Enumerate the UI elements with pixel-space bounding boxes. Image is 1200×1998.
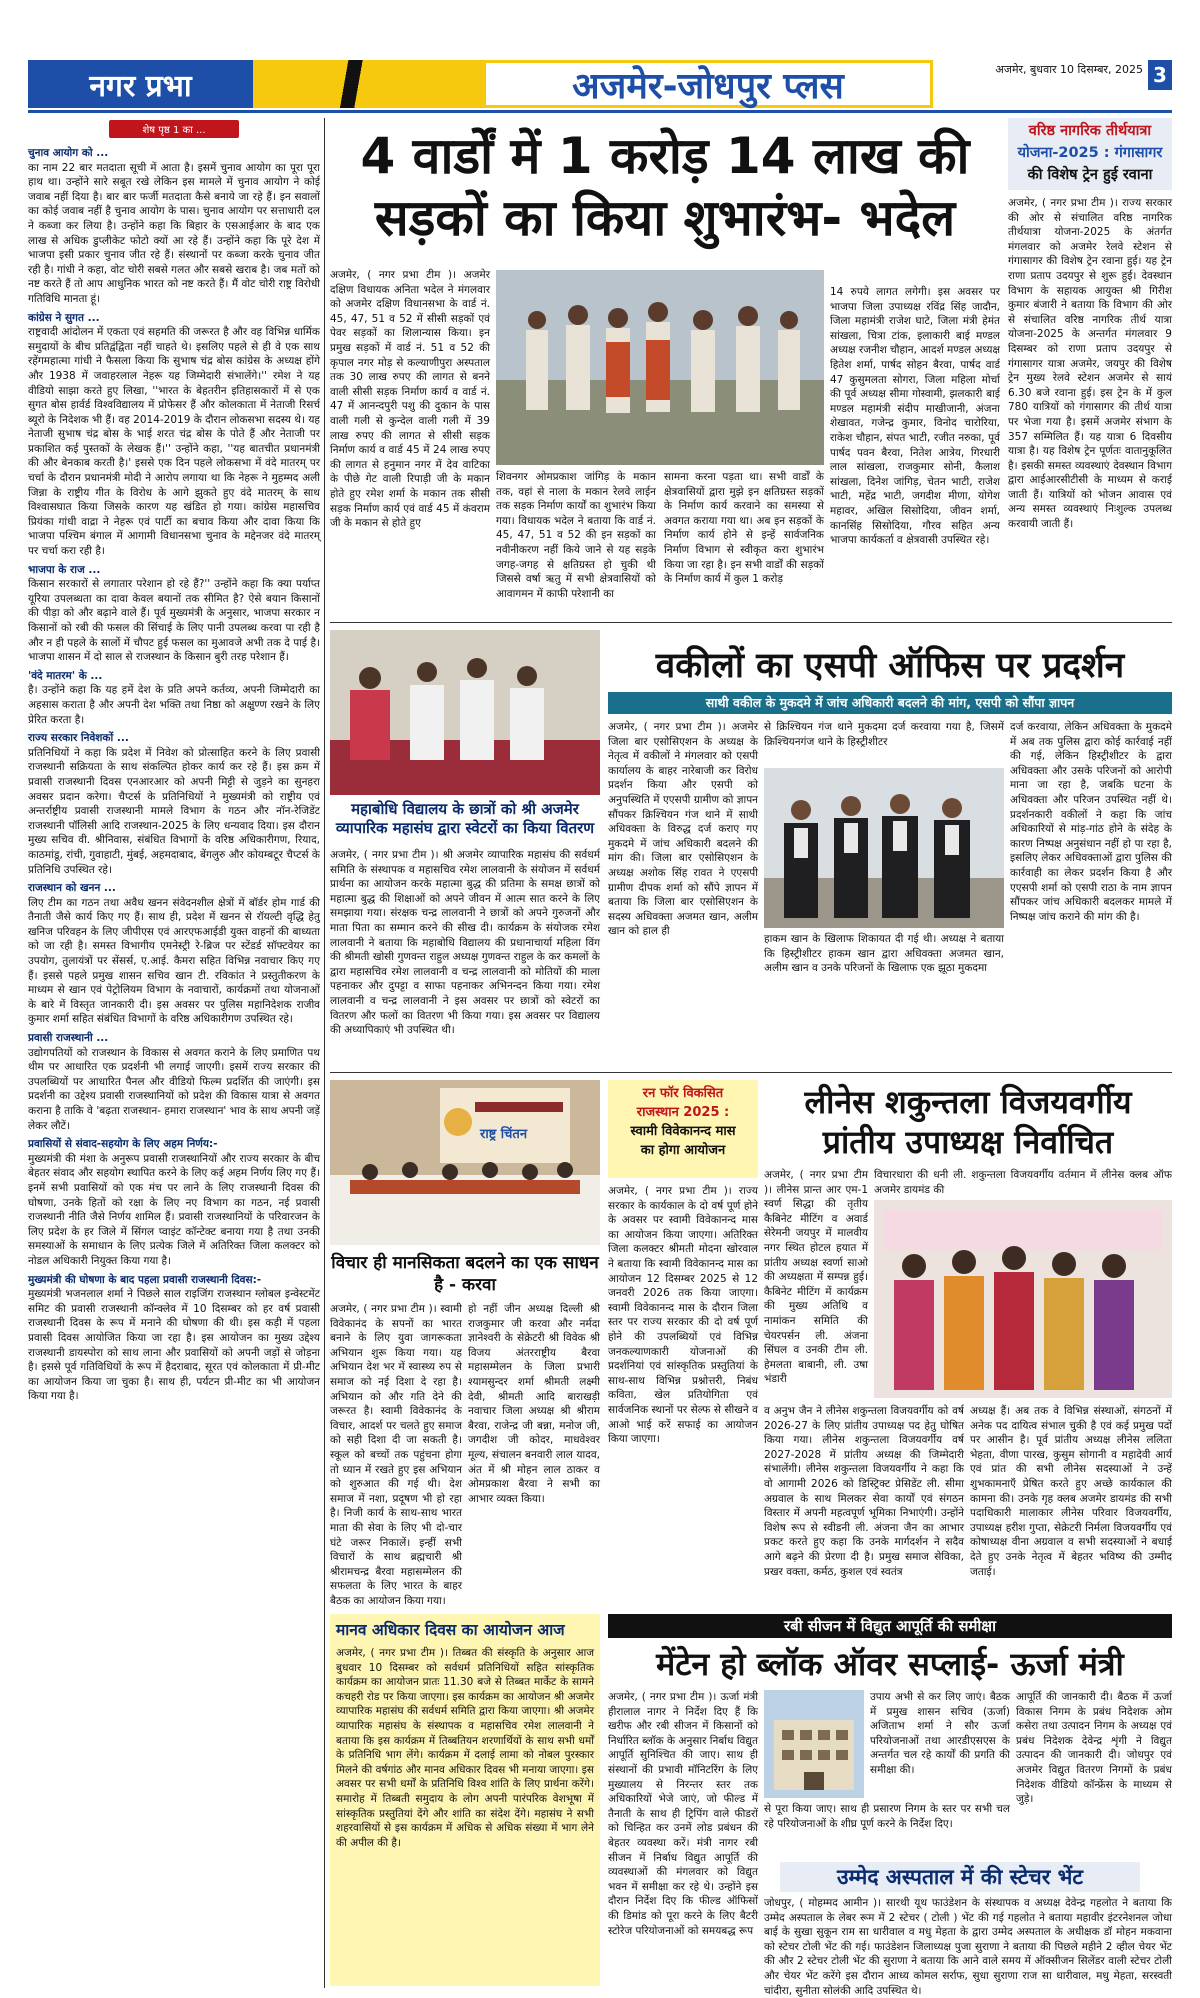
lions-photo — [874, 1200, 1172, 1398]
power-banner: रबी सीजन में विद्युत आपूर्ति की समीक्षा — [608, 1614, 1172, 1638]
lions-bottom-right: अध्यक्ष हैं। अब तक वे विभिन्न संस्थाओं, संगठनों में अनेक पद दायित्व संभाल चुकी है एवं कई प्रमुख पदों पर आसीन है। पूर्व प्रांतीय अध्यक्ष लीनेस ललिता भेहता, वीणा पारख, कुसुम सोगानी व महादेवी आर्य एवं प्रांत की सभी लीनेस सदस्याओं ने उन्हें शुभकामनाएँ प्रेषित करते हुए अच्छे कार्यकाल की कामना की। उनके गृह क्लब अजमेर डायमंड की सभी पदाधिकारी मालाकार लीनेस परिवार विजयवर्गीय, उपाध्यक्ष हरीश गुप्ता, सेक्रेटरी निर्मला विजयवर्गीय एवं कोषाध्यक्ष वीना अग्रवाल व सभी सदस्याओं ने बधाई देते हुए उनके नेतृत्व में बेहतर भविष्य की उम्मीद जताई। — [970, 1405, 1172, 1578]
run-headline-line3: स्वामी विवेकानन्द मास — [630, 1124, 736, 1139]
header-stripe — [253, 60, 483, 108]
continued-tag: शेष पृष्ठ 1 का ... — [109, 120, 239, 138]
continued-section-title: प्रवासी राजस्थानी ... — [28, 1032, 109, 1045]
column-divider — [324, 118, 325, 1988]
lions-headline-line2: प्रांतीय उपाध्यक्ष निर्वाचित — [822, 1123, 1114, 1161]
power-building-illustration — [764, 1690, 864, 1798]
karwa-caption: विचार ही मानसिकता बदलने का एक साधन है - करवा — [331, 1253, 599, 1295]
page-number: 3 — [1148, 60, 1172, 90]
section-rule — [330, 622, 1172, 623]
run-headline-line2: राजस्थान 2025 : — [636, 1105, 730, 1120]
pilgrimage-headline-line2: योजना-2025 : गंगासागर — [1017, 145, 1163, 161]
main-story-col3: सामना करना पड़ता था। सभी वार्डों के क्षेत्रवासियों द्वारा मुझे इन क्षतिग्रस्त सड़कों के निर्माण कार्य करवाने का समस्या से अवगत कराया गया था। अब इन सड़कों के निर्माण कार्य होने से इन्हें सार्वजनिक निर्माण विभाग से स्वीकृत करा शुभारंभ किया जा रहा है। इन सभी वार्डों की सड़कों के निर्माण कार्य में कुल 1 करोड़ — [664, 471, 824, 586]
hospital-body: जोधपुर, ( मोहम्मद आमीन )। सारथी यूथ फाउंडेशन के संस्थापक व अध्यक्ष देवेन्द्र गहलोत ने बताया कि उम्मेद अस्पताल के लेबर रूम में 2 स्टेचर ( टोली ) भेंट की गई गहलोत ने बताया महावीर इंटरनेशनल जोधा बाई के सुखा सुकून राम सा धारीवाल व मधु मेहता के द्वारा उम्मेद अस्पताल के अधीक्षक डॉ मोहन मकवाना को स्टेचर टोली भेंट की गई। फाउंडेशन जिलाध्यक्ष पुजा सुराणा ने बताया की पिछले महीने 2 व्हील चेयर भेंट की और 2 स्टेचर टोली भेंट की सुराणा ने बताया कि आने वाले समय में ऑक्सीजन सिलेंडर वाली स्टेचर टोली और चेयर भेंट करेंगे इस दौरान आध्य कोमल सर्राफ, सुधा सुराणा राज सा धारीवाल, मधु मेहता, सरस्वती चांदीरा, सुनीता सोलंकी आदि उपस्थित थे। — [764, 1897, 1172, 1997]
continued-section-body: मुख्यमंत्री की मंशा के अनुरूप प्रवासी राजस्थानियों और राज्य सरकार के बीच बेहतर संवाद और सहयोग स्थापित करने के लिए कई अहम निर्णय लिए गए हैं। इनमें सभी प्रवासियों को एक मंच पर लाने के लिए राजस्थानी दिवस की घोषणा, उनके हितों को रक्षा के लिए नए विभाग का गठन, नई प्रवासी राजस्थानी नीति जैसे निर्णय शामिल हैं। प्रवासी राजस्थानियों के परिवारजन के लिए प्रदेश के हर जिले में सिंगल प्वाइंट कॉन्टेक्ट बनाया गया है तथा उनकी समस्याओं के समाधान के लिए प्रत्येक जिले में अतिरिक्त जिला कलक्टर को नोडल अधिकारी नियुक्त किया गया है। — [28, 1152, 320, 1267]
continued-sections — [28, 146, 320, 1404]
continued-section-body: प्रतिनिधियों ने कहा कि प्रदेश में निवेश को प्रोत्साहित करने के लिए प्रवासी राजस्थानी सक्रियता के साथ संकल्पित होकर कार्य कर रहे हैं। इस क्रम में प्रवासी राजस्थानी दिवस एनआरआर को अपनी मिट्टी से जुड़ने का सुनहरा अवसर प्रदान करेगा। चैप्टर्स के प्रतिनिधियों ने मुख्यमंत्री को राष्ट्रीय एवं अन्तर्राष्ट्रीय प्रवासी राजस्थानी मामले विभाग के गठन और नॉन-रेजिडेंट राजस्थानी पॉलिसी आदि राजस्थान-2025 के लिए धन्यवाद दिया। इस दौरान मुख्य सचिव वी. श्रीनिवास, संबंधित विभागों के वरिष्ठ अधिकारीगण, रियाद, काठमांडू, रांची, गुवाहाटी, मुंबई, अहमदाबाद, बेंगलुरु और कोयम्बटूर चैप्टर्स के प्रतिनिधि उपस्थित रहे। — [28, 746, 320, 876]
protest-illustration — [764, 768, 1004, 928]
continued-section-title: कांग्रेस ने सुगत ... — [28, 311, 100, 324]
event-photo — [330, 1080, 600, 1245]
lawyers-photo — [764, 768, 1004, 928]
masthead — [28, 60, 1172, 108]
section-rule — [330, 1072, 1172, 1073]
continued-section-body: उद्योगपतियों को राजस्थान के विकास से अवगत कराने के लिए प्रमाणित पथ थीम पर आधारित एक प्रदर्शनी भी लगाई जाएगी। इसमें राज्य सरकार की उपलब्धियों पर आधारित पैनल और वीडियो फिल्म प्रदर्शित की जाएंगी। इस प्रदर्शनी का उद्देश्य प्रवासी राजस्थानियों को प्रदेश की विकास यात्रा से अवगत कराना है ताकि वे 'बढ़ता राजस्थान- हमारा राजस्थान' भाव के साथ अपनी जड़ें लेकर लौटें। — [28, 1046, 320, 1132]
main-headline-line2: सड़कों का किया शुभारंभ- भदेल — [374, 189, 956, 247]
lawyers-headline: वकीलों का एसपी ऑफिस पर प्रदर्शन — [655, 646, 1125, 686]
event-banner-title: राष्ट्र चिंतन — [480, 1127, 528, 1142]
continued-section-body: है। उन्होंने कहा कि यह हमें देश के प्रति अपने कर्तव्य, अपनी जिम्मेदारी का अहसास कराता है और अपनी देश भक्ति तथा निष्ठा को अक्षुण्ण रखने के लिए प्रेरित करता है। — [28, 684, 320, 726]
power-col3: आपूर्ति की जानकारी दी। बैठक में ऊर्जा विकास निगम के प्रबंध निदेशक ओम कसेरा तथा उत्पादन निगम के अध्यक्ष एवं प्रबंध निदेशक देवेन्द्र शृंगी ने विद्युत उत्पादन की जानकारी दी। जोधपुर एवं अजमेर विद्युत वितरण निगमों के प्रबंध निदेशक वीडियो कॉन्फ्रेंस के माध्यम से जुड़े। — [1016, 1691, 1172, 1806]
continued-section — [28, 311, 320, 559]
continued-section — [28, 669, 320, 727]
continued-section — [28, 146, 320, 307]
pilgrimage-body: अजमेर, ( नगर प्रभा टीम )। राज्य सरकार की ओर से संचालित वरिष्ठ नागरिक तीर्थयात्रा योजना-2025 के अंतर्गत मंगलवार को अजमेर रेलवे स्टेशन से गंगासागर की विशेष ट्रेन रवाना हुई। यह ट्रेन राणा प्रताप उदयपुर से शुरू हुई। देवस्थान विभाग के सहायक आयुक्त श्री गिरीश कुमार बंजारी ने बताया कि विभाग की ओर से संचालित वरिष्ठ नागरिक तीर्थ यात्रा योजना-2025 के अन्तर्गत मंगलवार 9 दिसम्बर को राणा प्रताप उदयपुर से गंगासागर यात्रा अजमेर, जयपुर की विशेष ट्रेन मुख्य रेलवे स्टेशन अजमेर से सायं 6.30 बजे रवाना हुई। इस ट्रेन के में कुल 780 यात्रियों को गंगासागर की तीर्थ यात्रा पर भेजा गया है। इसमें अजमेर संभाग के 357 सम्मिलित हैं। यह यात्रा 6 दिवसीय यात्रा है। यह विशेष ट्रेन पूर्णतः वातानुकूलित है। इसकी समस्त व्यवस्थाएं देवस्थान विभाग द्वारा आईआरसीटीसी के माध्यम से कराई जाती हैं। यात्रियों को भोजन आवास एवं अन्य समस्त व्यवस्थाएं निःशुल्क उपलब्ध करवायी जाती हैं। — [1008, 197, 1172, 531]
power-headline: मेंटेन हो ब्लॉक ऑवर सप्लाई- ऊर्जा मंत्री — [656, 1645, 1124, 1683]
pilgrimage-headline — [1008, 118, 1172, 190]
human-rights-headline: मानव अधिकार दिवस का आयोजन आज — [336, 1621, 565, 1639]
continued-section — [28, 731, 320, 877]
lawyers-col3: दर्ज करवाया, लेकिन अधिवक्ता के मुकदमे में अब तक पुलिस द्वारा कोई कार्रवाई नहीं की गई, लेकिन हिस्ट्रीशीटर के द्वारा अधिवक्ता और उसके परिजनों को आरोपी माना जा रहा है, जबकि घटना के अधिवक्ता और परिजन उपस्थित नहीं थे। प्रदर्शनकारी वकीलों ने कहा कि जांच अधिकारियों से मांड़-गांठ होने के संदेह के कारण निष्पक्ष अनुसंधान नहीं हो पा रहा है, इसलिए लेकर अधिवक्ताओं द्वारा पुलिस की कार्रवाही का लेकर प्रदर्शन किया है और एएसपी शर्मा को एसपी राठा के नाम ज्ञापन सौंपकर जांच अधिकारी बदलकर मामले में निष्पक्ष जांच कराने की मांग की है। — [1010, 721, 1172, 923]
group-photo-illustration — [496, 270, 824, 465]
continued-section-body: लिए टीम का गठन तथा अवैध खनन संवेदनशील क्षेत्रों में बॉर्डर होम गार्ड की तैनाती जैसे कार्य किए गए हैं। साथ ही, प्रदेश में खनन से रॉयल्टी वृद्धि हेतु खनिज परिवहन के लिए जीपीएस एवं आरएफआईडी युक्त वाहनों की बाध्यता को जा रही है। समस्त विभागीय एमनेस्ट्री रे-ब्रिज पर स्टेंडर्ड सॉफ्टवेयर का उपयोग, तुलायंत्रों पर सेंसर्स, ए.आई. कैमरा सहित विभिन्न नवाचार किए गए हैं। इससे पहले प्रमुख शासन सचिव खान टी. रविकांत ने प्रस्तुतीकरण के माध्यम से खान एवं पेट्रोलियम विभाग के नवाचारों, कार्यक्रमों तथा योजनाओं के बारे में विस्तृत जानकारी दी। इस अवसर पर पुलिस महानिदेशक राजीव कुमार शर्मा सहित संबंधित विभागों के वरिष्ठ अधिकारीगण उपस्थित रहे। — [28, 896, 320, 1026]
continued-section-body: किसान सरकारों से लगातार परेशान हो रहे हैं?'' उन्होंने कहा कि क्या पर्याप्त यूरिया उपलब्धता का दावा केवल बयानों तक सीमित है? ऐसे बयान किसानों की पीड़ा को और बढ़ाने वाले हैं। पूर्व मुख्यमंत्री के अनुसार, भाजपा सरकार न किसानों को रबी की फसल की सिंचाई के लिए पानी उपलब्ध करवा पा रही है और न ही पहले के सालों में चौपट हुई फसल का मुआवजे अभी तक दे पाई है। भाजपा शासन में दो साल से राजस्थान के किसान बुरी तरह परेशान हैं। — [28, 578, 320, 664]
power-col2: उपाय अभी से कर लिए जाएं। बैठक में प्रमुख शासन सचिव (ऊर्जा) अजिताभ शर्मा ने सौर ऊर्जा परियोजनाओं तथा आरडीएसएस के अन्तर्गत चल रहे कार्यों की प्रगति की समीक्षा की। — [870, 1691, 1010, 1776]
continued-section — [28, 563, 320, 665]
continued-section-title: प्रवासियों से संवाद-सहयोग के लिए अहम निर्णय:- — [28, 1138, 218, 1151]
continued-section — [28, 1137, 320, 1268]
lions-col2: विचारधारा की धनी ली. शकुन्तला विजयवर्गीय वर्तमान में लीनेस क्लब ऑफ अजमेर डायमंड की — [874, 1169, 1172, 1196]
edition-date: अजमेर, बुधवार 10 दिसम्बर, 2025 — [995, 63, 1143, 76]
main-headline-line1: 4 वार्डों में 1 करोड़ 14 लाख की — [360, 127, 970, 185]
pilgrimage-headline-line1: वरिष्ठ नागरिक तीर्थयात्रा — [1028, 123, 1152, 139]
pilgrimage-headline-line3: की विशेष ट्रेन हुई रवाना — [1027, 167, 1153, 183]
continued-section — [28, 1031, 320, 1133]
lions-headline — [764, 1082, 1172, 1162]
mahabodhi-photo — [330, 630, 600, 795]
power-photo — [764, 1690, 864, 1798]
karwa-body-left: अजमेर, ( नगर प्रभा टीम )। स्वामी विवेकानंद के सपनों का भारत बनाने के लिए युवा जागरूकता अभियान शुरू किया गया। यह अभियान देश भर में स्वास्थ्य रुप से समाज को नई दिशा दे रहा है। अभियान को और गति देने की जरूरत है। स्वामी विवेकानंद के विचार, आदर्श पर चलते हुए समाज को सही दिशा दी जा सकती है। स्कूल को बच्चों तक पहुंचना होगा तो ध्यान में रखते हुए इस अभियान को शुरुआत की गई थी। देश समाज में नशा, प्रदूषण भी हो रहा है। निजी कार्य के साथ-साथ भारत माता की सेवा के लिए भी दो-चार घंटे जरूर निकालें। इन्हीं सभी विचारों के साथ ब्रह्मचारी श्री श्रीरामचन्द्र बैरवा महासम्मेलन की सफलता के लिए भारत के बाहर बैठक का आयोजन किया गया। — [330, 1303, 462, 1607]
continued-section — [28, 881, 320, 1027]
stage-event-illustration — [330, 1080, 600, 1245]
lawyers-col2: से क्रिश्चियन गंज थाने मुकदमा दर्ज करवाया गया है, जिसमें क्रिश्चियनगंज थाने के हिस्ट्रीशीटर — [764, 721, 1004, 748]
lions-headline-line1: लीनेस शकुन्तला विजयवर्गीय — [804, 1083, 1132, 1121]
continued-section-body: का नाम 22 बार मतदाता सूची में आता है। इसमें चुनाव आयोग का पूरा पूरा हाथ था। उन्होंने सारे सबूत रखे लेकिन इस मामले में चुनाव आयोग ने कोई जवाब नहीं दिया है। बार बार फर्जी मतदाता कैसे बनाये जा रहे हैं। इन सवालों का कोई जवाब नहीं है चुनाव आयोग के पास। चुनाव आयोग पर सत्ताधारी दल ने कब्जा कर लिया है। उन्होंने कहा कि बिहार के एसआईआर के बाद एक लाख से अधिक डुप्लीकेट फोटो क्यों आ रहे हैं। उन्होंने कहा कि पूरे देश में भाजपा इसी प्रकार चुनाव जीत रहे हैं। संस्थानों पर कब्जा करके चुनाव जीत रही है। गांधी ने कहा, वोट चोरी सबसे गलत और सबसे खराब है। जब मतों को नष्ट करते हैं तो आप आधुनिक भारत को नष्ट करते हैं। मैं वोट चोरी राष्ट्र विरोधी गतिविधि मानता हूं। — [28, 161, 320, 305]
continued-section — [28, 1273, 320, 1404]
page-title: अजमेर-जोधपुर प्लस — [483, 60, 933, 108]
human-rights-box — [330, 1614, 600, 1986]
run-headline-line4: का होगा आयोजन — [640, 1143, 726, 1158]
continued-section-title: 'वंदे मातरम' के ... — [28, 669, 103, 682]
human-rights-body: अजमेर, ( नगर प्रभा टीम )। तिब्बत की संस्कृति के अनुसार आज बुधवार 10 दिसम्बर को सर्वधर्म प्रतिनिधियों सहित सांस्कृतिक कार्यक्रम का आयोजन प्रातः 11.30 बजे से तिब्बत मार्केट के सामने कचहरी रोड पर किया जाएगा। इस कार्यक्रम का आयोजन श्री अजमेर व्यापारिक महासंघ की सर्वधर्म समिति द्वारा किया जाएगा। श्री अजमेर व्यापारिक महासंघ के संस्थापक व महासचिव रमेश लालवानी ने बताया कि इस कार्यक्रम में तिब्बतियन शरणार्थियों के साथ सभी धर्मों के प्रतिनिधि भाग लेंगे। कार्यक्रम में दलाई लामा को नोबल पुरस्कार मिलने की वर्षगांठ और मानव अधिकार दिवस भी मनाया जाएगा। इस अवसर पर सभी धर्मों के प्रतिनिधि विश्व शांति के लिए प्रार्थना करेंगे। समारोह में तिब्बती समुदाय के लोग अपनी पारंपरिक वेशभूषा में सांस्कृतिक प्रस्तुतियां देंगे और शांति का संदेश देंगे। महासंघ ने सभी शहरवासियों से इस कार्यक्रम में अधिक से अधिक संख्या में भाग लेने की अपील की है। — [336, 1647, 594, 1849]
main-story-photo — [496, 270, 824, 465]
continued-section-title: राज्य सरकार निवेशकों ... — [28, 732, 129, 745]
continued-section-title: चुनाव आयोग को ... — [28, 147, 109, 159]
section-title: नगर प्रभा — [28, 60, 253, 108]
hospital-headline: उम्मेद अस्पताल में की स्टेचर भेंट — [780, 1862, 1140, 1892]
lions-col1: अजमेर, ( नगर प्रभा टीम )। लीनेस प्रान्त आर एम-1 स्वर्ण सिद्धा की तृतीय कैबिनेट मीटिंग व अवार्ड सेरेमनी जयपुर में मालवीय नगर स्थित होटल हयात में प्रांतीय अध्यक्ष स्वर्णा साओ की अध्यक्षता में सम्पन्न हुई। कैबिनेट मीटिंग में कार्यक्रम की मुख्य अतिथि व नामांकन समिति की चेयरपर्सन ली. अंजना सिंघल व उनकी टीम ली. हेमलता बाबानी, ली. उषा भंडारी — [764, 1169, 868, 1386]
continued-section-title: राजस्थान को खनन ... — [28, 882, 116, 895]
run-body: अजमेर, ( नगर प्रभा टीम )। राज्य सरकार के कार्यकाल के दो वर्ष पूर्ण होने के अवसर पर स्वामी विवेकानन्द मास का आयोजन किया जाएगा। अतिरिक्त जिला कलक्टर श्रीमती मोदना खोरवाल ने बताया कि स्वामी विवेकानन्द मास का आयोजन 12 दिसम्बर 2025 से 12 जनवरी 2026 तक किया जाएगा। स्वामी विवेकानन्द मास के दौरान जिला स्तर पर राज्य सरकार की दो वर्ष पूर्ण होने की उपलब्धियों एवं विभिन्न जनकल्याणकारी योजनाओं की प्रदर्शनियां एवं सांस्कृतिक प्रस्तुतियां के साथ-साथ विभिन्न प्रश्नोत्तरी, निबंध कविता, खेल प्रतियोगिता एवं सार्वजनिक स्थानों पर सेल्फ से सीखने व आओ भाई करें सफाई का आयोजन किया जाएगा। — [608, 1185, 758, 1446]
mahabodhi-body: अजमेर, ( नगर प्रभा टीम )। श्री अजमेर व्यापारिक महासंघ की सर्वधर्म समिति के संस्थापक व महासचिव रमेश लालवानी के संयोजन में सर्वधर्म प्रार्थना का आयोजन करके महात्मा बुद्ध की प्रतिमा के समक्ष छात्रों को महात्मा बुद्ध की शिक्षाओं को अपने जीवन में आत्म सात करने के लिए समझाया गया। संरक्षक चन्द्र लालवानी ने छात्रों को अपने गुरुजनों और माता पिता का सम्मान करने की सीख दी। कार्यक्रम के संयोजक रमेश लालवानी ने बताया कि महाबोधि विद्यालय की प्रधानाचार्या महिला विंग की श्रीमती खोसी गुणवन्त राहुल अध्यक्ष गुणवन्त राहुल के कर कमलों के द्वारा महासचिव रमेश लालवानी व चन्द्र लालवानी को मोतियों की माला पहनाकर और दुपट्टा व साफा पहनाकर अभिनन्दन किया गया। रमेश लालवानी व चन्द्र लालवानी ने इस अवसर पर छात्रों को स्वेटरों का वितरण और फलों का वितरण भी किया गया। इस अवसर पर विद्यालय की अध्यापिकाएं भी उपस्थित थी। — [330, 849, 600, 1037]
main-story-col1: अजमेर, ( नगर प्रभा टीम )। अजमेर दक्षिण विधायक अनिता भदेल ने मंगलवार को अजमेर दक्षिण विधानसभा के वार्ड नं. 45, 47, 51 व 52 में सीसी सड़कों एवं पेवर सड़कों का शिलान्यास किया। इन प्रमुख सड़कों में वार्ड नं. 51 व 52 की कृपाल नगर मोड़ से कल्याणीपुरा अस्पताल तक 30 लाख रुपए की लागत से बनने वाली सीसी सड़क निर्माण कार्य व वार्ड नं. 47 में आनन्दपुरी पशु की दुकान के पास वाली गली से कुन्देल वाली गली में 39 लाख रुपए की लागत से सीसी सड़क निर्माण कार्य व वार्ड 45 में 24 लाख रुपए की लागत से हनुमान नगर में देव वाटिका के पीछे गेट वाली रिपाड़ी जी के मकान होते हुए रमेश शर्मा के मकान तक सीसी सड़क निर्माण कार्य एवं वार्ड 45 में कंवराम जी के मकान से होते हुए — [330, 269, 490, 530]
continued-section-title: मुख्यमंत्री की घोषणा के बाद पहला प्रवासी राजस्थानी दिवस:- — [28, 1273, 262, 1286]
main-story-col4: 14 रुपये लागत लगेगी। इस अवसर पर भाजपा जिला उपाध्यक्ष रविंद्र सिंह जादौन, जिला महामंत्री राजेश घाटे, जिला मंत्री हेमंत सांखला, चित्रा टांक, इलाकारी बाई मण्डल अध्यक्ष रजनीश चौहान, आदर्श मण्डल अध्यक्ष हितेश शर्मा, पार्षद सोहन बैरवा, पार्षद वार्ड 47 कुसुमलता सोगरा, जिला महिला मोर्चा की पूर्व अध्यक्ष सीमा गोस्वामी, झलकारी बाई मण्डल महामंत्री संदीप माखीजानी, अंजना शेखावत, गजेन्द्र कुमार, विनोद चारोरिया, राकेश चौहान, संपत भाटी, रजीत नरुका, पूर्व पार्षद पवन बैरवा, नितेश आत्रेय, गिरधारी लाल सांखला, राजकुमार सोनी, कैलाश सांखला, दिनेश जांगिड़, चेतन भाटी, राजेश भाटी, महेंद्र भाटी, जगदीश मीणा, योगेश महावर, अखिल सिसोदिया, जीवन शर्मा, कानसिंह सिसोदिया, गौरव सहित अन्य भाजपा कार्यकर्ता व क्षेत्रवासी उपस्थित रहे। — [830, 286, 1000, 547]
continued-column — [28, 118, 320, 1988]
mahabodhi-caption: महाबोधि विद्यालय के छात्रों को श्री अजमेर व्यापारिक महासंघ द्वारा स्वेटरों का किया वितरण — [335, 800, 595, 837]
run-headline-line1: रन फॉर विकसित — [642, 1086, 724, 1101]
continued-section-title: भाजपा के राज ... — [28, 563, 101, 576]
header-rule — [28, 110, 1172, 113]
run-headline — [608, 1080, 758, 1178]
karwa-body-right: हो नहीं जीन अध्यक्ष दिल्ली श्री राजकुमार जी करवा और नर्मदा ज्ञानेश्वरी के सेक्रेटरी श्री विवेक श्री विजय अंतरराष्ट्रीय बैरवा महासम्मेलन के जिला प्रभारी श्यामसुन्दर शर्मा श्रीमती लक्ष्मी देवी, श्रीमती आदि बाराखड़ी नवाचार जिला अध्यक्ष श्री श्रीराम बैरवा, राजेन्द्र जी बन्ना, मनोज जी, जगदीश जी कोदर, माधवेश्वर मूल्य, संचालन बनवारी लाल यादव, अंत में श्री मोहन लाल ठाकर व ओमप्रकाश बैरवा ने सभी का आभार व्यक्त किया। — [468, 1303, 600, 1505]
sweater-distribution-illustration — [330, 630, 600, 795]
lawyers-col1: अजमेर, ( नगर प्रभा टीम )। अजमेर जिला बार एसोसिएशन के अध्यक्ष के नेतृत्व में वकीलों ने मंगलवार को एसपी कार्यालय के बाहर नारेबाजी कर विरोध प्रदर्शन किया और एसपी को अनुपस्थिति में एएसपी ग्रामीण को ज्ञापन सौंपकर क्रिश्चियन गंज थाने में साथी अधिवक्ता के विरुद्ध दर्ज कराए गए मुकदमे में जांच अधिकारी बदलने की मांग की। जिला बार एसोसिएशन के अध्यक्ष अशोक सिंह रावत ने एएसपी ग्रामीण दीपक शर्मा को सौंपे ज्ञापन में बताया कि जिला बार एसोसिएशन के सदस्य अधिवक्ता अजमत खान, अलीम खान को हाल ही — [608, 721, 758, 938]
lions-group-illustration — [874, 1200, 1172, 1398]
continued-section-body: राष्ट्रवादी आंदोलन में एकता एवं सहमति की जरूरत है और वह विभिन्न धार्मिक समुदायों के बीच प्रतिद्वंद्विता नहीं चाहते थे। इसलिए पहले से ही वे एक साथ रहेंगमहात्मा गांधी ने फैसला किया कि सुभाष चंद्र बोस कांग्रेस के अध्यक्ष होंगे और 1938 में जवाहरलाल नेहरू यह जिम्मेदारी संभालेंगे।'' रमेश ने यह वीडियो साझा करते हुए लिखा, ''भारत के बेहतरीन इतिहासकारों में से एक सुगत बोस हार्वर्ड विश्वविद्यालय में प्रोफेसर हैं और कोलकाता में नेताजी रिसर्च ब्यूरो के निदेशक भी हैं। वह 2014-2019 के दौरान लोकसभा सदस्य थे। यह नेताजी सुभाष चंद्र बोस के भाई शरत चंद्र बोस के पोते हैं और नेताजी पर प्रकाशित कई पुस्तकों के लेखक हैं।'' उन्होंने कहा, ''यह बातचीत प्रधानमंत्री की और बेनकाब करती है।' इससे एक दिन पहले लोकसभा में वंदे मातरम् पर चर्चा के दौरान प्रधानमंत्री मोदी ने आरोप लगाया था कि नेहरू ने मुहम्मद अली जिन्ना के राष्ट्रीय गीत के विरोध के आगे झुकते हुए वंदे मातरम् के साथ विश्वासघात किया जिसके कारण यह खंडित हो गया। कांग्रेस महासचिव प्रियंका गांधी वाद्रा ने नेहरू एवं पार्टी का बचाव किया और दावा किया कि भाजपा पश्चिम बंगाल में आगामी विधानसभा चुनाव के मद्देनजर वंदे मातरम् पर चर्चा करा रही है। — [28, 326, 320, 558]
main-headline — [330, 125, 1000, 249]
lions-bottom-left: व अनुभ जैन ने लीनेस शकुन्तला विजयवर्गीय को वर्ष 2026-27 के लिए प्रांतीय उपाध्यक्ष पद हेतु घोषित किया गया। लीनेस शकुन्तला विजयवर्गीय वर्ष 2027-2028 में प्रांतीय अध्यक्ष की जिम्मेदारी संभालेंगी। लीनेस शकुन्तला विजयवर्गीय ने कहा कि वो आगामी 2026 को डिस्ट्रिक्ट प्रेसिडेंट ली. सीमा अग्रवाल के साथ मिलकर सेवा कार्यों एवं संगठन विस्तार में अपनी महत्वपूर्ण भूमिका निभाएंगी। उन्होंने विशेष रूप से स्वीडनी ली. अंजना जैन का आभार प्रकट करते हुए कहा कि उनके मार्गदर्शन ने सदैव आगे बढ़ने की प्रेरणा दी है। प्रमुख समाज सेविका, प्रखर वक्ता, कर्मठ, कुशल एवं स्वतंत्र — [764, 1405, 964, 1578]
lawyers-col2b: हाकम खान के खिलाफ शिकायत दी गई थी। अध्यक्ष ने बताया कि हिस्ट्रीशीटर हाकम खान द्वारा अधिवक्ता अजमत खान, अलीम खान व उनके परिजनों के खिलाफ एक झूठा मुकदमा — [764, 933, 1004, 975]
lawyers-subhead: साथी वकील के मुकदमे में जांच अधिकारी बदलने की मांग, एसपी को सौंपा ज्ञापन — [608, 692, 1172, 714]
power-col2b: से पूरा किया जाए। साथ ही प्रसारण निगम के स्तर पर सभी चल रहे परियोजनाओं के शीघ्र पूर्ण करने के निर्देश दिए। — [764, 1803, 1010, 1830]
power-col1: अजमेर, ( नगर प्रभा टीम )। ऊर्जा मंत्री हीरालाल नागर ने निर्देश दिए हैं कि खरीफ और रबी सीजन में किसानों को निर्धारित ब्लॉक के अनुसार निर्बाध विद्युत आपूर्ति सुनिश्चित की जाए। साथ ही संस्थानों की प्रभावी मॉनिटरिंग के लिए मुख्यालय से निरन्तर स्तर तक अधिकारियों भेजे जाएं, जो फील्ड में तैनाती के साथ ही ट्रिपिंग वाले फीडरों को चिन्हित कर उनमें लोड प्रबंधन की बेहतर व्यवस्था करें। मंत्री नागर रबी सीजन में निर्बाध विद्युत आपूर्ति की व्यवस्थाओं की मंगलवार को विद्युत भवन में समीक्षा कर रहे थे। उन्होंने इस दौरान निर्देश दिए कि फील्ड ऑफिसों की डिमांड को पूरा करने के लिए बैटरी स्टोरेज परियोजनाओं को समयबद्ध रूप — [608, 1691, 758, 1937]
continued-section-body: मुख्यमंत्री भजनलाल शर्मा ने पिछले साल राइजिंग राजस्थान ग्लोबल इन्वेस्टमेंट समिट की प्रवासी राजस्थानी कॉन्क्लेव में 10 दिसम्बर को हर वर्ष प्रवासी राजस्थानी दिवस के रूप में मनाने की घोषणा की थी। इस कड़ी में पहला प्रवासी दिवस आयोजित किया जा रहा है। इस आयोजन का मुख्य उद्देश्य राजस्थानी डायस्पोरा को साथ लाना और प्रवासियों को अपनी जड़ों से जोड़ना है। इससे पूर्व गतिविधियों के रूप में हैदराबाद, सूरत एवं कोलकाता में प्री-मीट का आयोजन किया जा चुका है। साथ ही, पर्यटन प्री-मीट का भी आयोजन किया गया है। — [28, 1288, 320, 1403]
main-story-col2: शिवनगर ओमप्रकाश जांगिड़ के मकान तक, वहां से नाला के मकान रेलवे लाईन तक सड़क निर्माण कार्यों का शुभारंभ किया गया। विधायक भदेल ने बताया कि वार्ड नं. 45, 47, 51 व 52 की इन सड़कों का नवीनीकरण नहीं किये जाने से यह सड़के जगह-जगह से क्षतिग्रस्त हो चुकी थी जिससे वर्षा ऋतु में सभी क्षेत्रवासियों को आवागमन में काफी परेशानी का — [496, 471, 656, 600]
